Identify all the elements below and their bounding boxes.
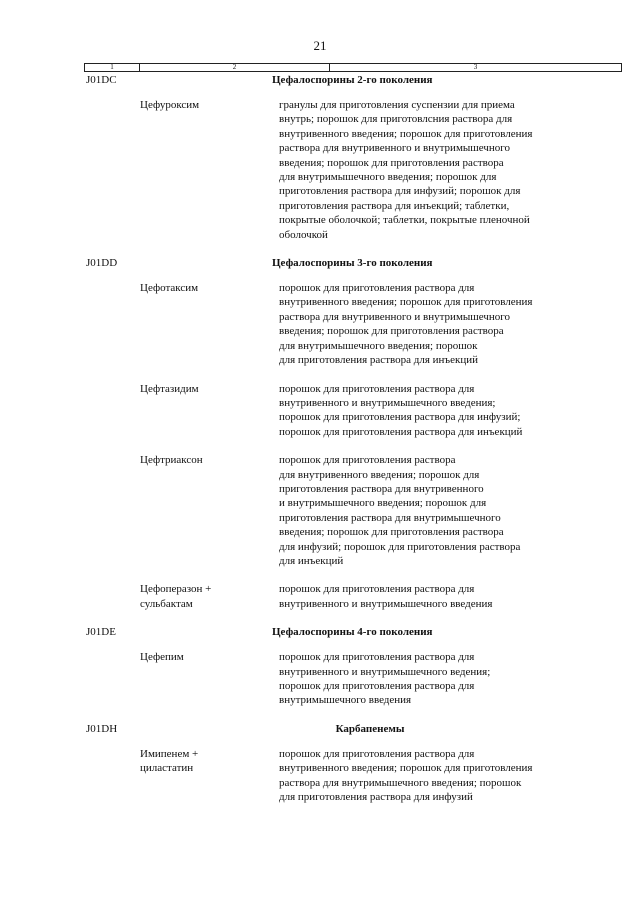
section-title: Цефалоспорины 3-го поколения [272,257,433,270]
drug-row [0,747,640,805]
drug-row [0,582,640,611]
drug-name: Цефоперазон + сульбактам [140,583,212,610]
section-header [0,722,640,737]
atc-code: J01DC [86,74,117,86]
drug-row [0,98,640,242]
dosage-forms: гранулы для приготовления суспензии для приема внутрь; порошок для приготовлсния раствора для внутривенного введения; порошок для приготовления раствора для внутривенного и внутримышечного введения; порошок для приготовления раствора для внутримышечного введения; порошок для приготовления раствора для инфузий; порошок для приготовления раствора для инъекций; таблетки, покрытые оболочкой; таблетки, покрытые пленочной оболочкой [279,99,533,241]
drug-row [0,382,640,440]
dosage-forms: порошок для приготовления раствора для внутривенного и внутримышечного введения [279,583,493,610]
page-number: 21 [313,38,327,53]
drug-row [0,281,640,367]
section-title: Цефалоспорины 4-го поколения [272,626,433,639]
drug-row [0,650,640,708]
atc-section [0,722,640,805]
drug-name: Цефотаксим [140,282,199,295]
section-header [0,625,640,640]
atc-section [0,256,640,611]
drug-row [0,453,640,568]
column-header-3: 3 [473,63,478,71]
dosage-forms: порошок для приготовления раствора для внутривенного введения; порошок для приготовления раствора для внутримышечного введения; порошок для приготовления раствора для инфузий [279,747,533,804]
atc-code: J01DH [86,722,118,735]
column-header-row [84,63,622,72]
atc-code: J01DE [86,626,116,639]
atc-section [0,73,640,242]
drug-name: Имипенем + циластатин [140,747,199,775]
drug-name: Цефепим [140,651,184,664]
dosage-forms: порошок для приготовления раствора для внутривенного введения; порошок для приготовления раствора для внутривенного и внутримышечного введения; порошок для приготовления раствора для внутримышечного введения; порошок для приготовления раствора для инъекций [279,282,533,367]
atc-code: J01DD [86,257,118,270]
atc-section [0,625,640,708]
drug-name: Цефуроксим [140,99,200,111]
drug-list [0,73,640,818]
section-title: Карбапенемы [335,722,405,735]
dosage-forms: порошок для приготовления раствора для внутривенного и внутримышечного введения; порошок для приготовления раствора для инфузий; порошок для приготовления раствора для инъекций [279,382,523,438]
section-header [0,73,640,88]
dosage-forms: порошок для приготовления раствора для внутривенного и внутримышечного ведения; порошок для приготовления раствора для внутримышечного введения [279,651,491,707]
section-header [0,256,640,271]
dosage-forms: порошок для приготовления раствора для внутривенного введения; порошок для приготовления раствора для внутривенного и внутримышечного введения; порошок для приготовления раствора для внутримышечного введения; порошок для приготовления раствора для инфузий; порошок для приготовления раствора для инъекций [279,454,521,567]
column-header-1: 1 [85,64,140,71]
column-header-2: 2 [140,64,330,71]
drug-name: Цефтриаксон [140,454,203,467]
section-title: Цефалоспорины 2-го поколения [272,74,433,86]
drug-name: Цефтазидим [140,382,199,395]
